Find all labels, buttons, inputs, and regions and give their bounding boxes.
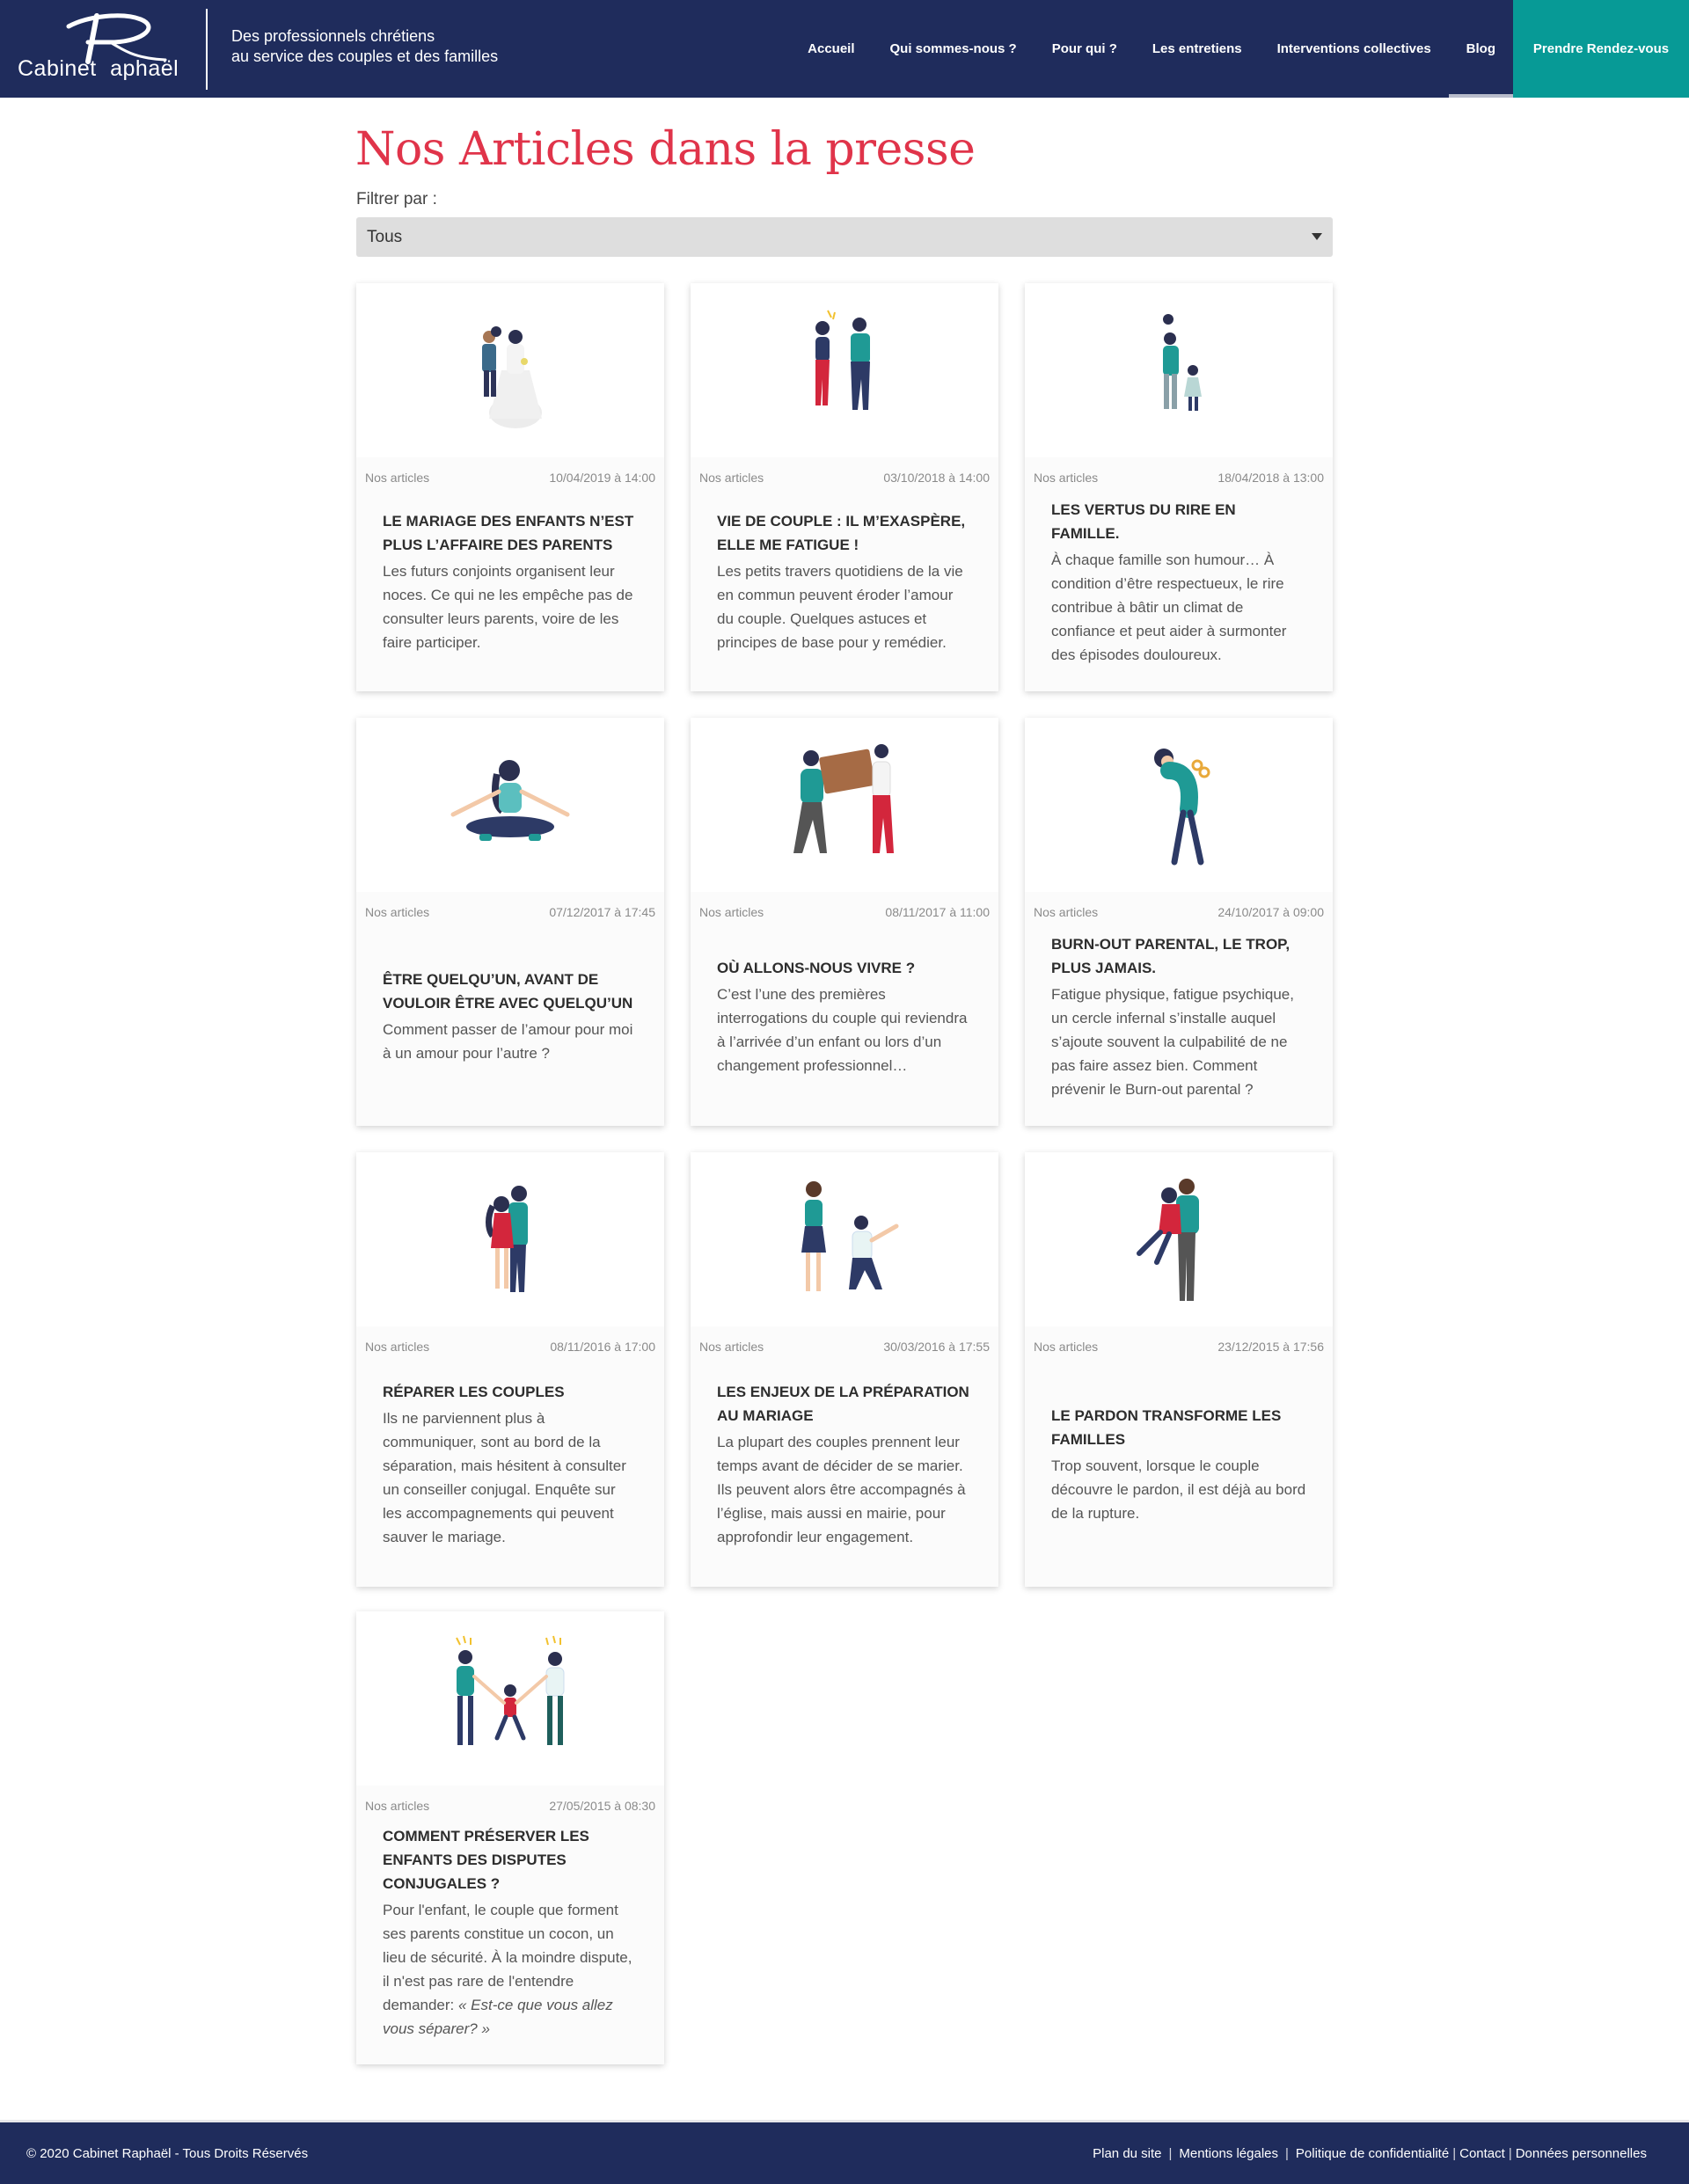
tagline-line1: Des professionnels chrétiens	[231, 27, 435, 45]
card-meta	[691, 1326, 998, 1366]
prendre-rendez-vous-button[interactable]: Prendre Rendez-vous	[1513, 0, 1689, 98]
card-body	[1025, 931, 1333, 1126]
card-meta	[356, 1326, 664, 1366]
footer-link-mentions-legales[interactable]: Mentions légales	[1179, 2146, 1278, 2161]
card-category: Nos articles	[699, 1339, 764, 1354]
card-body	[691, 497, 998, 691]
article-card[interactable]	[356, 1611, 664, 2064]
card-category: Nos articles	[1034, 1339, 1099, 1354]
nav-item-accueil[interactable]: Accueil	[808, 41, 855, 56]
card-category: Nos articles	[365, 470, 430, 485]
footer-separator: |	[1508, 2146, 1512, 2161]
card-title[interactable]: LE MARIAGE DES ENFANTS N’EST PLUS L’AFFAIRE DES PARENTS	[383, 513, 634, 553]
hugging-couple-illustration-icon	[356, 1152, 664, 1326]
article-card[interactable]	[691, 1152, 998, 1587]
footer-separator: |	[1168, 2146, 1173, 2161]
card-description: C’est l’une des premières interrogations du couple qui reviendra à l’arrivée d’un enfant ou lors d’un changement professionnel…	[717, 985, 968, 1074]
card-description: La plupart des couples prennent leur temps avant de décider de se marier. Ils peuvent alors être accompagnés à l’église, mais aussi en mairie, pour approfondir leur engagement.	[717, 1433, 966, 1545]
exhausted-parent-illustration-icon	[1025, 718, 1333, 892]
footer-top-border	[0, 2120, 1689, 2122]
card-body	[356, 931, 664, 1126]
family-laughing-illustration-icon	[1025, 283, 1333, 457]
card-description: Fatigue physique, fatigue psychique, un cercle infernal s’installe auquel s’ajoute souvent la culpabilité de ne pas faire assez bien. Comment prévenir le Burn-out parental ?	[1051, 985, 1294, 1098]
nav-item-interventions-collectives[interactable]: Interventions collectives	[1276, 41, 1431, 56]
card-description: Les futurs conjoints organisent leur noces. Ce qui ne les empêche pas de consulter leurs parents, voire de les faire participer.	[383, 563, 633, 651]
card-meta	[1025, 457, 1333, 497]
card-title[interactable]: ÊTRE QUELQU’UN, AVANT DE VOULOIR ÊTRE AVEC QUELQU’UN	[383, 971, 633, 1012]
article-card[interactable]	[1025, 718, 1333, 1126]
filter-selected-value: Tous	[367, 228, 403, 246]
card-meta	[356, 457, 664, 497]
card-date: 08/11/2016 à 17:00	[550, 1339, 655, 1354]
embracing-couple-illustration-icon	[1025, 1152, 1333, 1326]
wedding-illustration-icon	[356, 283, 664, 457]
card-date: 27/05/2015 à 08:30	[549, 1798, 655, 1813]
card-meta	[691, 892, 998, 931]
card-title[interactable]: LES ENJEUX DE LA PRÉPARATION AU MARIAGE	[717, 1383, 969, 1424]
card-body	[691, 931, 998, 1126]
card-body	[356, 497, 664, 691]
tagline-line2: au service des couples et des familles	[231, 47, 499, 65]
nav-item-qui-sommes-nous[interactable]: Qui sommes-nous ?	[889, 41, 1017, 56]
filter-label: Filtrer par :	[356, 190, 437, 208]
card-title[interactable]: RÉPARER LES COUPLES	[383, 1383, 565, 1400]
footer-link-plan-du-site[interactable]: Plan du site	[1093, 2146, 1162, 2161]
card-date: 08/11/2017 à 11:00	[885, 904, 990, 919]
card-date: 07/12/2017 à 17:45	[549, 904, 655, 919]
card-meta	[356, 892, 664, 931]
card-date: 18/04/2018 à 13:00	[1217, 470, 1324, 485]
card-quote: « Est-ce que vous allez vous séparer? »	[383, 1997, 613, 2037]
card-description: Comment passer de l’amour pour moi à un amour pour l’autre ?	[383, 1021, 633, 1062]
logo[interactable]	[18, 11, 198, 85]
card-description: Trop souvent, lorsque le couple découvre le pardon, il est déjà au bord de la rupture.	[1051, 1457, 1306, 1522]
article-card[interactable]	[356, 718, 664, 1126]
moving-box-illustration-icon	[691, 718, 998, 892]
card-date: 30/03/2016 à 17:55	[883, 1339, 990, 1354]
card-date: 24/10/2017 à 09:00	[1217, 904, 1324, 919]
card-category: Nos articles	[365, 1798, 430, 1813]
article-card[interactable]	[691, 718, 998, 1126]
card-date: 10/04/2019 à 14:00	[549, 470, 655, 485]
tagline	[231, 26, 498, 67]
child-between-parents-illustration-icon	[356, 1611, 664, 1786]
footer-link-contact[interactable]: Contact	[1459, 2146, 1505, 2161]
nav-item-blog[interactable]: Blog	[1449, 0, 1513, 98]
article-card[interactable]	[1025, 283, 1333, 691]
card-category: Nos articles	[1034, 904, 1099, 919]
copyright: © 2020 Cabinet Raphaël - Tous Droits Réservés	[26, 2146, 309, 2161]
caret-down-icon	[1312, 233, 1322, 240]
article-card[interactable]	[691, 283, 998, 691]
filter-select[interactable]	[356, 217, 1333, 257]
card-title[interactable]: LES VERTUS DU RIRE EN FAMILLE.	[1051, 500, 1236, 542]
header-divider	[206, 9, 208, 90]
card-meta	[691, 457, 998, 497]
card-title[interactable]: OÙ ALLONS-NOUS VIVRE ?	[717, 959, 916, 976]
card-description: Pour l'enfant, le couple que forment ses parents constitue un cocon, un lieu de sécurité. À la moindre dispute, il n'est pas rare de l'entendre demander: « Est-ce que vous allez vous séparer? »	[383, 1902, 632, 2037]
page-title: Nos Articles dans la presse	[355, 123, 976, 176]
card-body	[1025, 497, 1333, 691]
card-title[interactable]: VIE DE COUPLE : IL M’EXASPÈRE, ELLE ME FATIGUE !	[717, 513, 966, 553]
card-meta	[356, 1786, 664, 1825]
proposal-illustration-icon	[691, 1152, 998, 1326]
site-footer	[0, 2120, 1689, 2184]
footer-links	[1093, 2146, 1647, 2161]
card-category: Nos articles	[1034, 470, 1099, 485]
footer-separator: |	[1285, 2146, 1289, 2161]
card-category: Nos articles	[699, 904, 764, 919]
card-category: Nos articles	[365, 1339, 430, 1354]
main-nav	[790, 0, 1689, 98]
card-body	[356, 1825, 664, 2064]
card-date: 23/12/2015 à 17:56	[1217, 1339, 1324, 1354]
card-category: Nos articles	[365, 904, 430, 919]
card-description: Les petits travers quotidiens de la vie en commun peuvent éroder l’amour du couple. Quelques astuces et principes de base pour y remédier.	[717, 563, 963, 651]
article-card[interactable]	[356, 1152, 664, 1587]
card-body	[356, 1366, 664, 1587]
card-meta	[1025, 892, 1333, 931]
card-description: Ils ne parviennent plus à communiquer, sont au bord de la séparation, mais hésitent à consulter un conseiller conjugal. Enquête sur les accompagnements qui peuvent sauver le mariage.	[383, 1409, 626, 1545]
arguing-couple-illustration-icon	[691, 283, 998, 457]
card-body	[691, 1366, 998, 1587]
card-body	[1025, 1366, 1333, 1587]
footer-link-politique-confidentialite[interactable]: Politique de confidentialité	[1295, 2146, 1450, 2161]
article-card[interactable]	[1025, 1152, 1333, 1587]
site-header	[0, 0, 1689, 98]
article-card[interactable]	[356, 283, 664, 691]
logo-text: Cabinet aphaël	[18, 56, 179, 81]
footer-separator: |	[1452, 2146, 1457, 2161]
nav-item-pour-qui[interactable]: Pour qui ?	[1051, 41, 1117, 56]
meditating-woman-illustration-icon	[356, 718, 664, 892]
card-meta	[1025, 1326, 1333, 1366]
card-description: À chaque famille son humour… À condition d’être respectueux, le rire contribue à bâtir un climat de confiance et peut aider à surmonter des épisodes douloureux.	[1051, 551, 1287, 663]
nav-item-les-entretiens[interactable]: Les entretiens	[1152, 41, 1242, 56]
card-date: 03/10/2018 à 14:00	[883, 470, 990, 485]
footer-link-donnees-personnelles[interactable]: Données personnelles	[1515, 2146, 1647, 2161]
card-category: Nos articles	[699, 470, 764, 485]
card-title[interactable]: LE PARDON TRANSFORME LES FAMILLES	[1051, 1406, 1282, 1448]
card-title[interactable]: BURN-OUT PARENTAL, LE TROP, PLUS JAMAIS.	[1051, 935, 1291, 976]
card-title[interactable]: COMMENT PRÉSERVER LES ENFANTS DES DISPUTES CONJUGALES ?	[383, 1828, 589, 1892]
